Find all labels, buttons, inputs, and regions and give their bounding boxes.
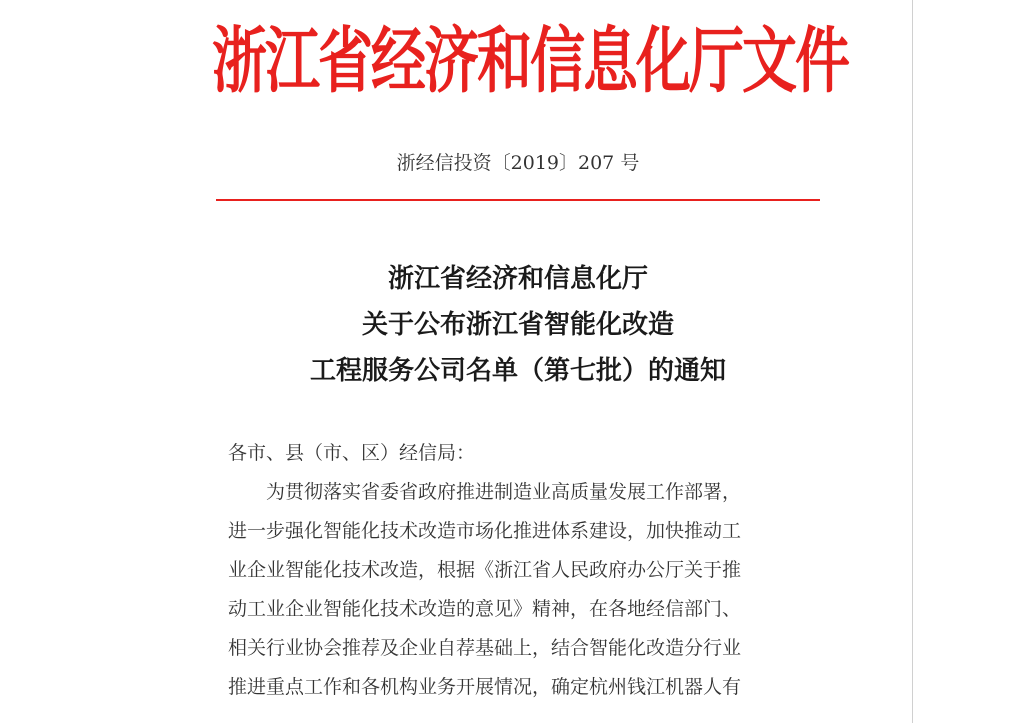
red-divider — [216, 199, 820, 201]
paragraph-line: 进一步强化智能化技术改造市场化推进体系建设，加快推动工 — [228, 520, 742, 542]
paragraph-line: 为贯彻落实省委省政府推进制造业高质量发展工作部署， — [266, 481, 742, 503]
paragraph-line: 相关行业协会推荐及企业自荐基础上，结合智能化改造分行业 — [228, 637, 742, 659]
page-edge-divider — [912, 0, 913, 723]
document-title — [218, 256, 818, 394]
paragraph-line: 业企业智能化技术改造，根据《浙江省人民政府办公厅关于推 — [228, 559, 742, 581]
document-number: 浙经信投资〔2019〕207 号 — [396, 152, 640, 174]
title-line: 关于公布浙江省智能化改造 — [361, 310, 674, 340]
issuer-title: 浙江省经济和信息化厅文件 — [212, 18, 849, 103]
paragraph-line: 推进重点工作和各机构业务开展情况，确定杭州钱江机器人有 — [228, 676, 742, 698]
title-line: 工程服务公司名单（第七批）的通知 — [309, 356, 726, 386]
title-line: 浙江省经济和信息化厅 — [387, 264, 648, 294]
paragraph-line: 动工业企业智能化技术改造的意见》精神，在各地经信部门、 — [228, 598, 742, 620]
document-body — [228, 434, 818, 707]
salutation: 各市、县（市、区）经信局： — [228, 442, 476, 464]
